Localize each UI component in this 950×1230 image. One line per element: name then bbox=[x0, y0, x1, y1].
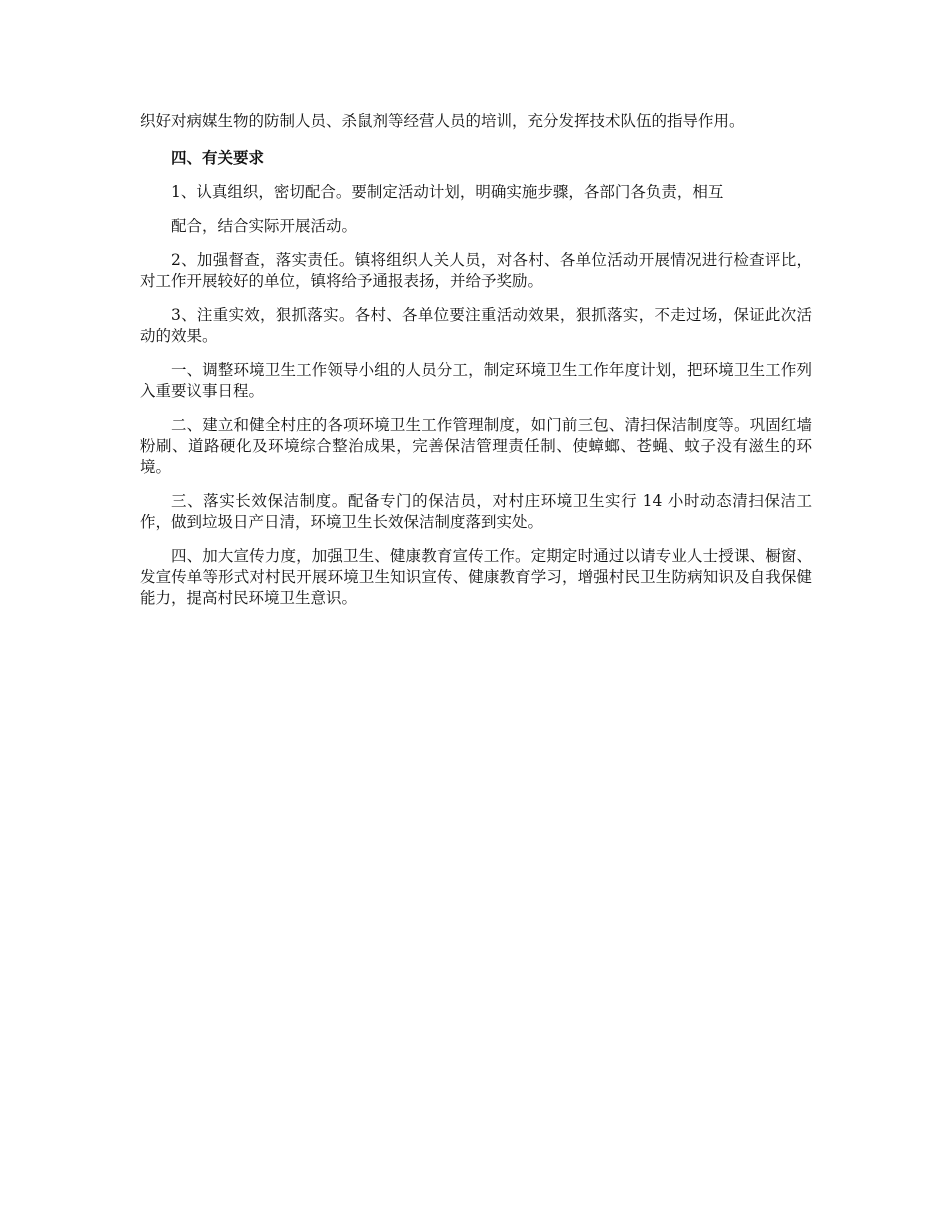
document-body bbox=[140, 111, 812, 622]
paragraph-continuation: 织好对病媒生物的防制人员、杀鼠剂等经营人员的培训，充分发挥技术队伍的指导作用。 bbox=[140, 112, 745, 130]
paragraph-item-2: 二、建立和健全村庄的各项环境卫生工作管理制度，如门前三包、清扫保洁制度等。巩固红墙粉刷、道路硬化及环境综合整治成果，完善保洁管理责任制、使蟑螂、苍蝇、蚊子没有滋生的环境。 bbox=[140, 416, 812, 476]
paragraph-requirement-1-cont: 配合，结合实际开展活动。 bbox=[171, 217, 358, 235]
section-heading-requirements: 四、有关要求 bbox=[171, 148, 265, 167]
paragraph-requirement-3: 3、注重实效，狠抓落实。各村、各单位要注重活动效果，狠抓落实，不走过场，保证此次活动的效果。 bbox=[140, 306, 812, 345]
paragraph-item-3: 三、落实长效保洁制度。配备专门的保洁员，对村庄环境卫生实行 14 小时动态清扫保洁工作，做到垃圾日产日清，环境卫生长效保洁制度落到实处。 bbox=[140, 492, 812, 531]
paragraph-requirement-1: 1、认真组织，密切配合。要制定活动计划，明确实施步骤，各部门各负责，相互 bbox=[171, 183, 724, 201]
paragraph-item-1: 一、调整环境卫生工作领导小组的人员分工，制定环境卫生工作年度计划，把环境卫生工作列入重要议事日程。 bbox=[140, 361, 812, 400]
paragraph-item-4: 四、加大宣传力度，加强卫生、健康教育宣传工作。定期定时通过以请专业人士授课、橱窗、发宣传单等形式对村民开展环境卫生知识宣传、健康教育学习，增强村民卫生防病知识及自我保健能力，提高村民环境卫生意识。 bbox=[140, 547, 812, 607]
paragraph-requirement-2: 2、加强督查，落实责任。镇将组织人关人员，对各村、各单位活动开展情况进行检查评比，对工作开展较好的单位，镇将给予通报表扬，并给予奖励。 bbox=[140, 251, 812, 290]
